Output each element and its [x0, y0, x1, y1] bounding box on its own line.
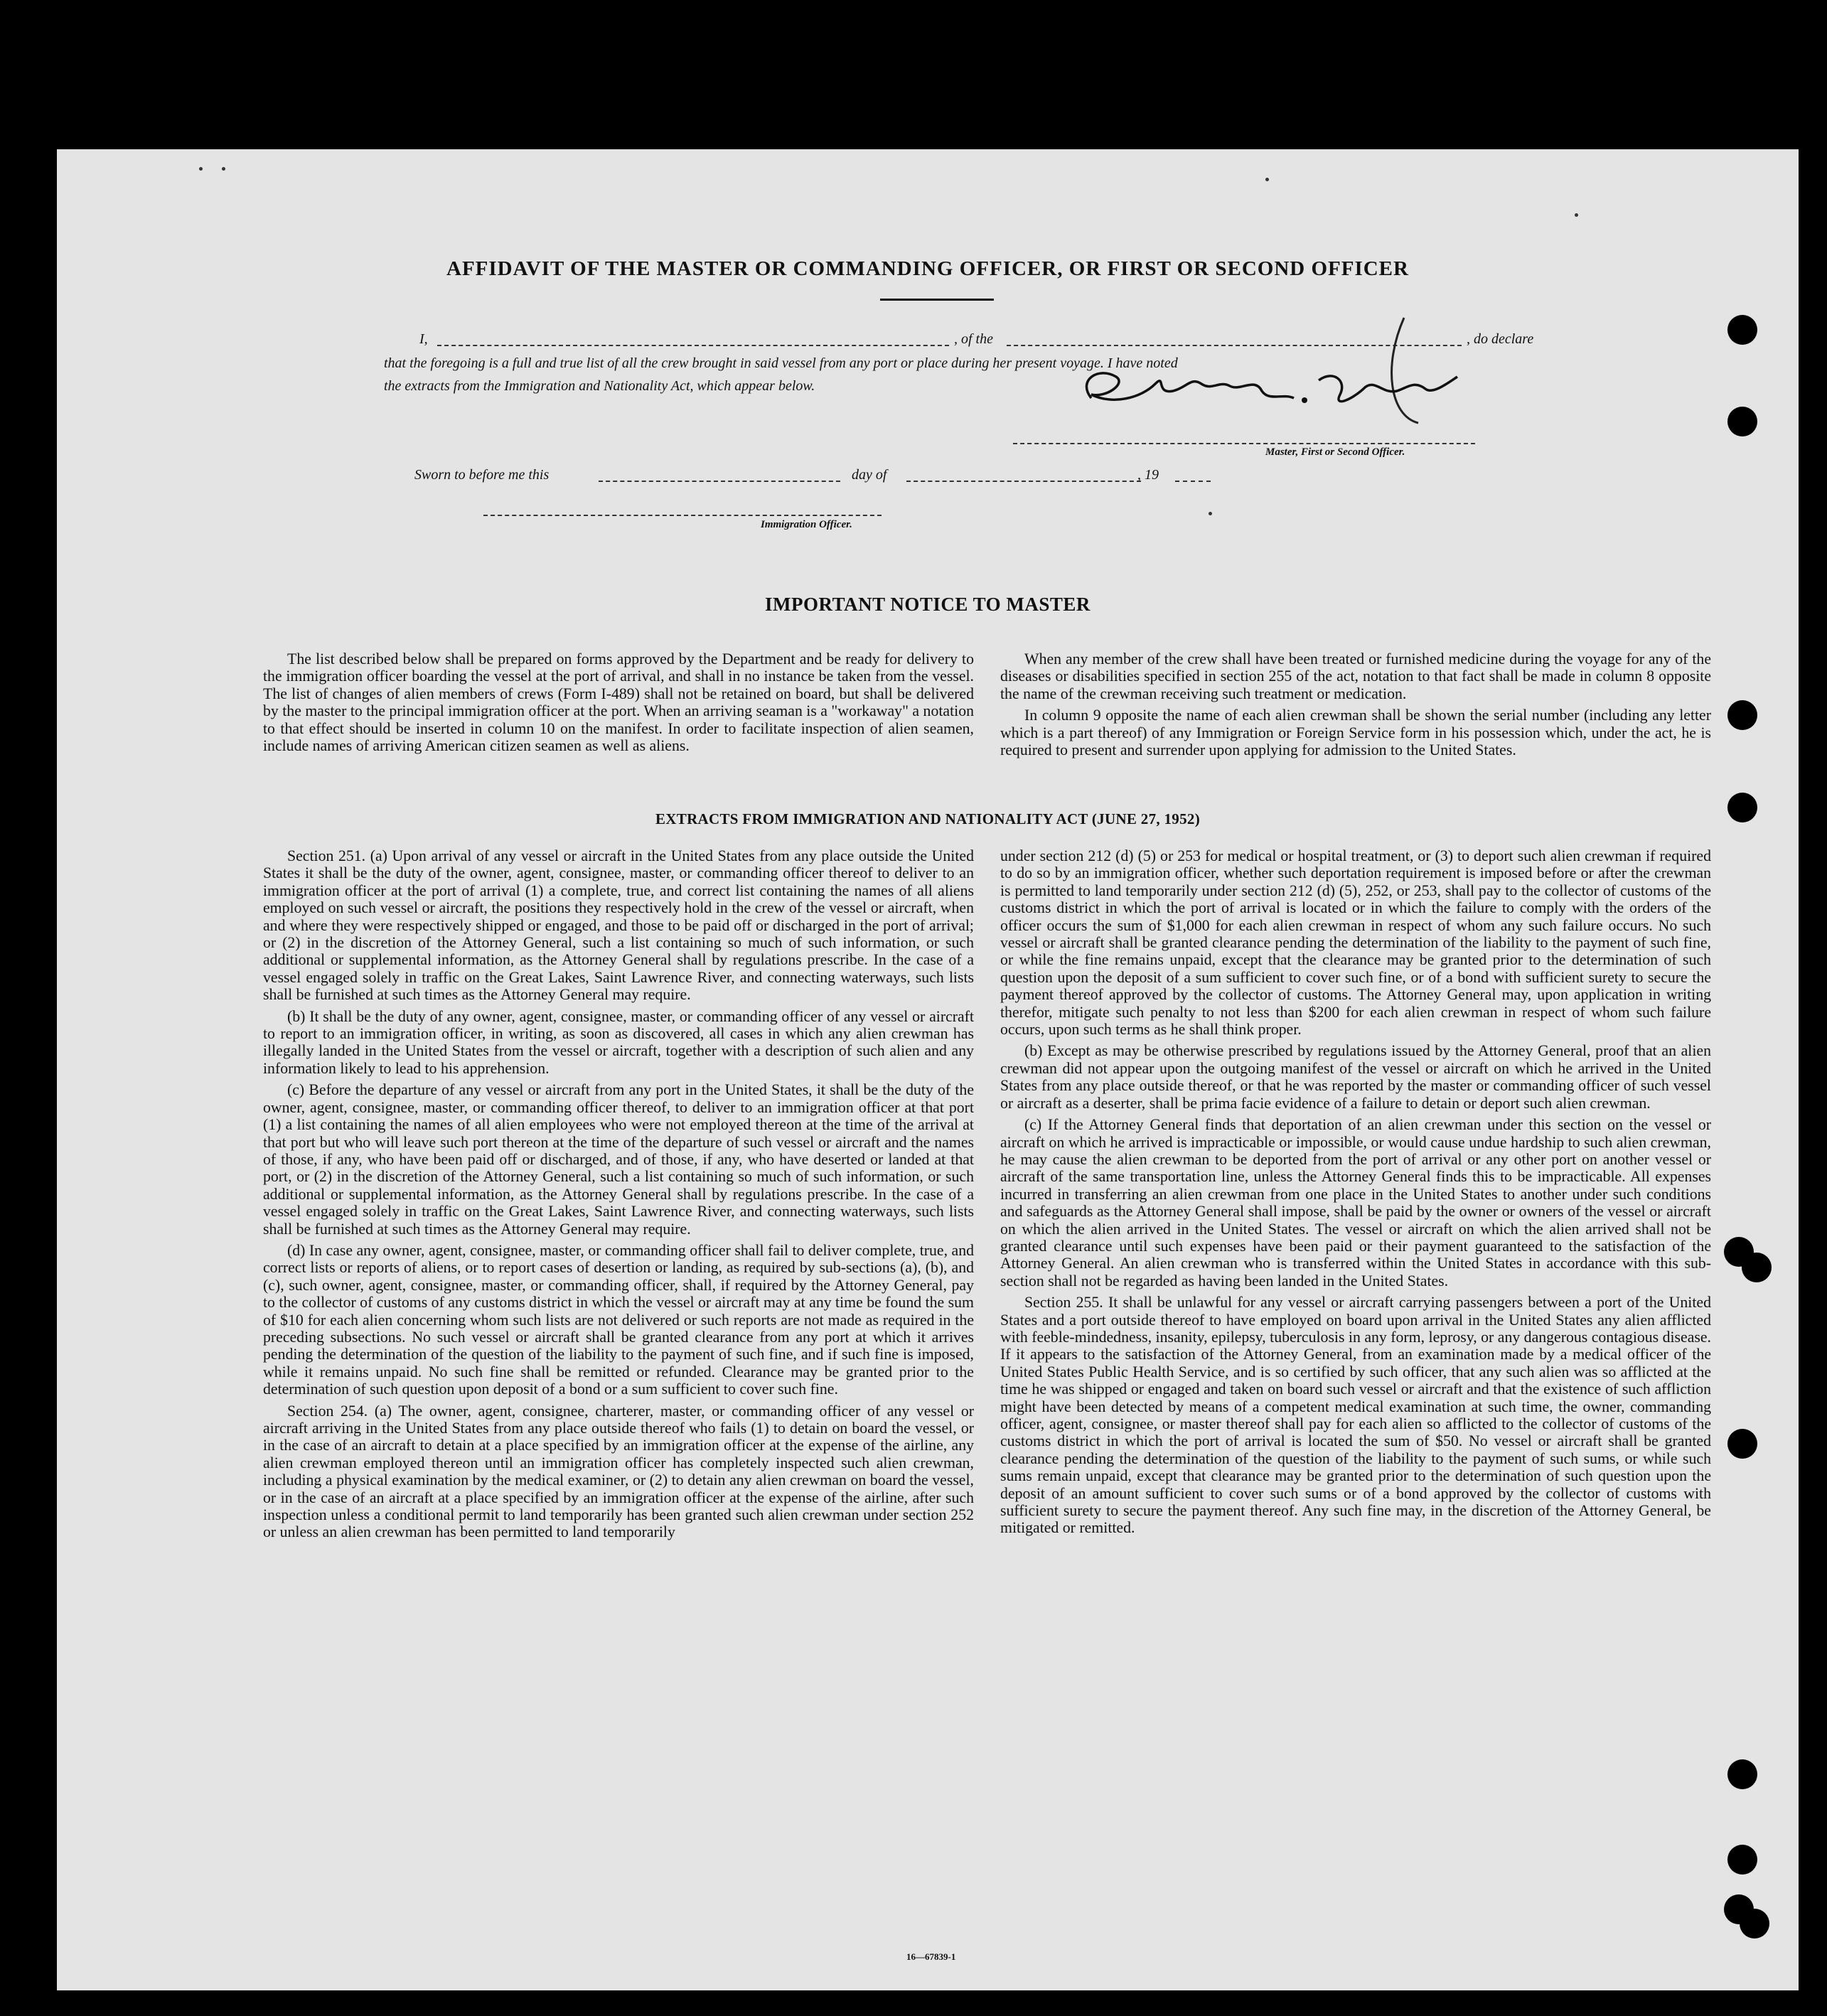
- section-251a: Section 251. (a) Upon arrival of any vessel or aircraft in the United States from any place outside the United States it shall be the duty of the owner, agent, consignee, master, or commanding officer thereof to deliver to an immigration officer at the port of arrival (1) a complete, true, and correct list containing the names of all aliens employed on such vessel or aircraft, the positions they respectively hold in the crew of the vessel or aircraft, when and where they were respectively shipped or engaged, and those to be paid off or discharged in the port of arrival; or (2) in the discretion of the Attorney General, such a list containing so much of such information, or such additional or supplemental information, as the Attorney General shall by regulations prescribe. In the case of a vessel engaged solely in traffic on the Great Lakes, Saint Lawrence River, and connecting waterways, such lists shall be furnished at such times as the Attorney General may require.: [263, 847, 974, 1004]
- notice-right-column: [1000, 650, 1711, 763]
- declaration-line-3: the extracts from the Immigration and Nationality Act, which appear below.: [384, 378, 815, 394]
- punch-hole: [1727, 315, 1757, 345]
- punch-hole: [1727, 1845, 1757, 1875]
- sworn-year-field[interactable]: [1175, 481, 1211, 482]
- section-251c: (c) Before the departure of any vessel or aircraft from any port in the United States, it shall be the duty of the owner, agent, consignee, master, or commanding officer thereof, to deliver to an immigration officer at that port (1) a list containing the names of all alien employees who were not employed thereon at the time of the arrival at that port but who will leave such port thereon at the time of the departure of such vessel or aircraft and the names of those, if any, who have been paid off or discharged, and of those, if any, who have deserted or landed at that port, or (2) in the discretion of the Attorney General, such a list containing so much of such information, or such additional or supplemental information, as the Attorney General shall by regulations prescribe. In the case of a vessel engaged solely in traffic on the Great Lakes, Saint Lawrence River, and connecting waterways, such lists shall be furnished at such times as the Attorney General may require.: [263, 1081, 974, 1238]
- notice-left-paragraph: The list described below shall be prepared on forms approved by the Department and be ready for delivery to the immigration officer boarding the vessel at the port of arrival, and shall in no instance be taken from the vessel. The list of changes of alien members of crews (Form I-489) shall not be retained on board, but shall be delivered by the master to the principal immigration officer at the port. When an arriving seaman is a "workaway" a notation to that effect should be inserted in column 10 on the manifest. In order to facilitate inspection of alien seamen, include names of arriving American citizen seamen as well as aliens.: [263, 650, 974, 755]
- form-sheet: [57, 149, 1799, 1990]
- speck: [1265, 178, 1269, 181]
- speck: [1209, 512, 1212, 515]
- do-declare-label: , do declare: [1467, 331, 1534, 347]
- of-the-label: , of the: [954, 331, 993, 347]
- speck: [1575, 213, 1578, 217]
- speck: [199, 167, 203, 171]
- year-label: , 19: [1137, 467, 1159, 483]
- section-251b: (b) It shall be the duty of any owner, agent, consignee, master, or commanding officer of any vessel or aircraft to report to an immigration officer, in writing, as soon as discovered, all cases in which any alien crewman has illegally landed in the United States from the vessel or aircraft, together with a description of such alien and any information likely to lead to his apprehension.: [263, 1007, 974, 1077]
- sworn-day-field[interactable]: [599, 481, 840, 482]
- section-254b: (b) Except as may be otherwise prescribed by regulations issued by the Attorney General, proof that an alien crewman did not appear upon the outgoing manifest of the vessel or aircraft on which he arrived in the United States from any place outside thereof, or that he was reported by the master or commanding officer of such vessel or aircraft as a deserter, shall be prima facie evidence of a failure to detain or deport such alien crewman.: [1000, 1042, 1711, 1112]
- immigration-officer-line: [483, 515, 882, 516]
- sworn-label: Sworn to before me this: [414, 467, 550, 483]
- section-254c: (c) If the Attorney General finds that deportation of an alien crewman under this section on the vessel or aircraft on which he arrived is impracticable or impossible, or would cause undue hardship to such alien crewman, he may cause the alien crewman to be deported from the port of arrival or any other port on another vessel or aircraft of the same transportation line, unless the Attorney General finds this to be impracticable. All expenses incurred in transferring an alien crewman from one place in the United States to another under such conditions and safeguards as the Attorney General shall impose, shall be paid by the owner or owners of the vessel or aircraft on which the alien arrived in the United States. The vessel or aircraft on which the alien arrived shall not be granted clearance until such expenses have been paid or their payment guaranteed to the satisfaction of the Attorney General. An alien crewman who is transferred within the United States in accordance with this sub-section shall not be regarded as having been landed in the United States.: [1000, 1116, 1711, 1290]
- speck: [222, 167, 225, 171]
- affidavit-title: AFFIDAVIT OF THE MASTER OR COMMANDING OFFICER, OR FIRST OR SECOND OFFICER: [446, 257, 1409, 280]
- extracts-left-column: [263, 847, 974, 1545]
- section-254a-continued: under section 212 (d) (5) or 253 for medical or hospital treatment, or (3) to deport such alien crewman if required to do so by an immigration officer, whether such deportation requirement is imposed before or after the crewman is permitted to land temporarily under section 212 (d) (5), 252, or 253, shall pay to the collector of customs of the customs district in which the port of arrival is located or in which the failure to comply with the orders of the officer occurs the sum of $1,000 for each alien crewman in respect of whom any such failure occurs. No such vessel or aircraft shall be granted clearance pending the determination of the liability to the payment of such fine, or while the fine remains unpaid, except that the clearance may be granted prior to the determination of such question upon the deposit of a sum sufficient to cover such fine, or of a bond with sufficient surety to secure the payment thereof approved by the collector of customs. The Attorney General may, upon application in writing therefor, mitigate such penalty to not less than $200 for each alien crewman in respect of whom such failure occurs, upon such terms as he shall think proper.: [1000, 847, 1711, 1039]
- extracts-right-column: [1000, 847, 1711, 1541]
- punch-hole: [1727, 1759, 1757, 1789]
- signature-caption: Master, First or Second Officer.: [1265, 446, 1405, 458]
- notice-right-paragraph-2: In column 9 opposite the name of each alien crewman shall be shown the serial number (including any letter which is a part thereof) of any Immigration or Foreign Service form in his possession which, under the act, he is required to present and surrender upon applying for admission to the United States.: [1000, 707, 1711, 759]
- immigration-officer-caption: Immigration Officer.: [761, 519, 852, 530]
- extracts-title: EXTRACTS FROM IMMIGRATION AND NATIONALITY ACT (JUNE 27, 1952): [655, 810, 1200, 827]
- punch-hole: [1727, 407, 1757, 436]
- form-code: 16—67839-1: [906, 1951, 956, 1962]
- section-251d: (d) In case any owner, agent, consignee, master, or commanding officer shall fail to deliver complete, true, and correct lists or reports of aliens, or to report cases of desertion or landing, as required by sub-sections (a), (b), and (c), such owner, agent, consignee, master, or commanding officer, shall, if required by the Attorney General, pay to the collector of customs of any customs district in which the vessel or aircraft may at any time be found the sum of $10 for each alien concerning whom such lists are not delivered or such reports are not made as required in the preceding subsections. No such vessel or aircraft shall be granted clearance from any port at which it arrives pending the determination of the question of the liability to the payment of such fine, and if such fine is imposed, while it remains unpaid. No such fine shall be remitted or refunded. Clearance may be granted prior to the determination of such question upon deposit of a bond or a sum sufficient to cover such fine.: [263, 1241, 974, 1398]
- punch-hole: [1727, 793, 1757, 822]
- declaration-line-2: that the foregoing is a full and true list of all the crew brought in said vessel from any port or place during her present voyage. I have noted: [384, 355, 1178, 371]
- sworn-month-field[interactable]: [906, 481, 1141, 482]
- punch-hole: [1740, 1909, 1769, 1939]
- notice-right-paragraph-1: When any member of the crew shall have been treated or furnished medicine during the voyage for any of the diseases or disabilities specified in section 255 of the act, notation to that fact shall be made in column 8 opposite the name of the crewman receiving such treatment or medication.: [1000, 650, 1711, 702]
- notice-title: IMPORTANT NOTICE TO MASTER: [765, 594, 1091, 615]
- signature-line: [1013, 443, 1475, 444]
- punch-hole: [1727, 700, 1757, 730]
- punch-hole: [1727, 1429, 1757, 1459]
- day-of-label: day of: [852, 467, 887, 483]
- section-254a: Section 254. (a) The owner, agent, consignee, charterer, master, or commanding officer of any vessel or aircraft arriving in the United States from any place outside thereof who fails (1) to detain on board the vessel, or in the case of an aircraft to detain at a place specified by an immigration officer at the expense of the airline, any alien crewman employed thereon until an immigration officer has completely inspected such alien crewman, including a physical examination by the medical examiner, or (2) to detain any alien crewman on board the vessel, or in the case of an aircraft at a place specified by an immigration officer at the expense of the airline, after such inspection unless a conditional permit to land temporarily has been granted such alien crewman under section 252 or unless an alien crewman has been permitted to land temporarily: [263, 1402, 974, 1541]
- title-rule: [880, 299, 994, 301]
- notice-left-column: [263, 650, 974, 758]
- master-signature: [1049, 309, 1489, 437]
- section-255: Section 255. It shall be unlawful for any vessel or aircraft carrying passengers between a port of the United States and a port outside thereof to have employed on board upon arrival in the United States any alien afflicted with feeble-mindedness, insanity, epilepsy, tuberculosis in any form, leprosy, or any dangerous contagious disease. If it appears to the satisfaction of the Attorney General, from an examination made by a medical officer of the United States Public Health Service, and is so certified by such officer, that any such alien was so afflicted at the time he was shipped or engaged and taken on board such vessel or aircraft and that the existence of such affliction might have been detected by means of a competent medical examination at such time, the owner, commanding officer, agent, consignee, or master thereof shall pay for each alien so afflicted to the collector of customs of the customs district in which the port of arrival is located the sum of $50. No vessel or aircraft shall be granted clearance pending the determination of the question of the liability to the payment of such sums, or while such sums remain unpaid, except that clearance may be granted prior to the determination of such question upon the deposit of an amount sufficient to cover such sums or of a bond approved by the collector of customs with sufficient surety to secure the payment thereof. Any such fine may, in the discretion of the Attorney General, be mitigated or remitted.: [1000, 1294, 1711, 1537]
- declarant-name-field[interactable]: [437, 345, 949, 346]
- declaration-i-label: I,: [419, 331, 428, 347]
- punch-hole: [1742, 1253, 1772, 1282]
